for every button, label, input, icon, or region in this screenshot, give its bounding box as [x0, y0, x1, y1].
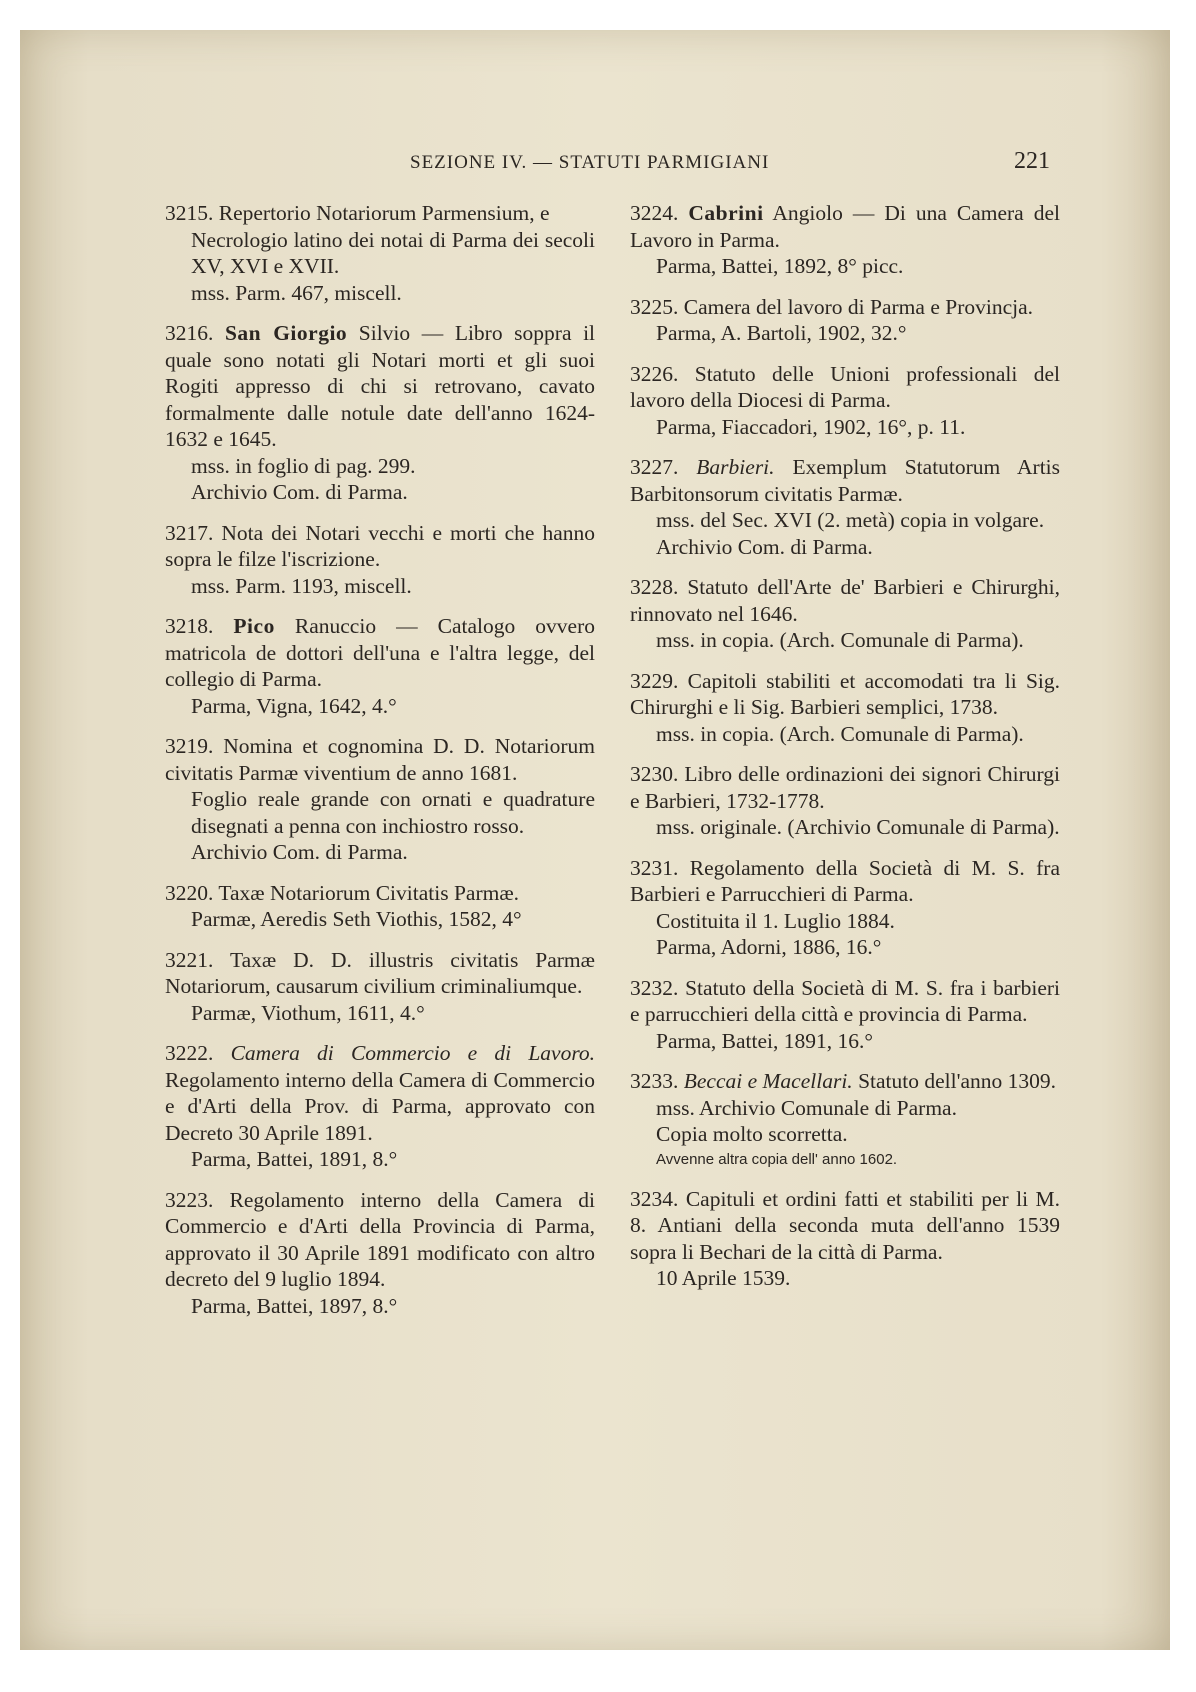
entry-imprint: Parma, Battei, 1891, 16.°	[656, 1028, 873, 1053]
entry-imprint: Parma, Adorni, 1886, 16.°	[656, 935, 882, 959]
entry-title: Statuto dell'anno 1309.	[858, 1069, 1057, 1093]
entry-date: 10 Aprile 1539.	[656, 1266, 791, 1290]
entry-imprint: Parmæ, Viothum, 1611, 4.°	[191, 1000, 425, 1025]
entry-number: 3216.	[165, 321, 214, 345]
entry-title: Camera del lavoro di Parma e Provincja.	[683, 294, 1034, 319]
page	[20, 30, 1170, 1650]
entry-3232	[630, 975, 1060, 1055]
entry-title: Statuto dell'Arte de' Barbieri e Chirurghi, rinnovato nel 1646.	[630, 575, 1061, 626]
entry-author: Cabrini	[688, 201, 764, 225]
entry-author: Beccai e Macellari.	[683, 1069, 853, 1093]
entry-title: Taxæ Notariorum Civitatis Parmæ.	[218, 880, 520, 905]
entry-number: 3226.	[630, 361, 679, 386]
entry-note: Copia molto scorretta.	[656, 1122, 848, 1146]
entry-line: Necrologio latino dei notai di Parma dei secoli XV, XVI e XVII.	[191, 227, 595, 278]
entry-number: 3230.	[630, 762, 679, 786]
entry-imprint: Parma, A. Bartoli, 1902, 32.°	[656, 321, 907, 345]
entry-title: Ranuccio — Catalogo ovvero matricola de dottori dell'una e l'altra legge, del collegio di Parma.	[165, 614, 596, 691]
entry-3222	[165, 1040, 595, 1173]
right-column	[630, 200, 1060, 1306]
entry-note: mss. in copia. (Arch. Comunale di Parma).	[656, 628, 1024, 652]
entry-imprint: Parma, Battei, 1897, 8.°	[191, 1293, 398, 1318]
entry-author: Barbieri.	[696, 455, 775, 479]
entry-title: Exemplum Statutorum Artis Barbitonsorum civitatis Parmæ.	[630, 455, 1061, 506]
entry-3230	[630, 761, 1060, 841]
entry-imprint: Parma, Vigna, 1642, 4.°	[191, 693, 397, 718]
entry-3229	[630, 668, 1060, 748]
entry-3220	[165, 880, 595, 933]
entry-title: Taxæ D. D. illustris civitatis Parmæ Notariorum, causarum civilium criminaliumque.	[165, 947, 595, 998]
entry-number: 3219.	[165, 734, 214, 758]
entry-imprint: Parma, Battei, 1892, 8° picc.	[656, 254, 904, 278]
entry-3231	[630, 855, 1060, 961]
entry-number: 3228.	[630, 575, 679, 599]
entry-3218	[165, 613, 595, 719]
entry-number: 3227.	[630, 455, 679, 479]
entry-title: Silvio — Libro soppra il quale sono notati gli Notari morti et gli suoi Rogiti appresso di chi si retrovano, cavato formalmente dalle notule date dell'anno 1624-1632 e 1645.	[165, 321, 596, 451]
left-column	[165, 200, 595, 1333]
entry-title: Capituli et ordini fatti et stabiliti per li M. 8. Antiani della seconda muta dell'anno 1539 sopra li Bechari de la città di Parma.	[630, 1186, 1060, 1264]
entry-imprint: mss. Parm. 467, miscell.	[191, 280, 402, 305]
entry-author: Pico	[233, 614, 275, 638]
entry-imprint: Parma, Battei, 1891, 8.°	[191, 1147, 398, 1171]
entry-3215	[165, 200, 595, 306]
entry-3225	[630, 294, 1060, 347]
entry-title: Regolamento della Società di M. S. fra Barbieri e Parrucchieri di Parma.	[630, 855, 1060, 906]
entry-number: 3222.	[165, 1041, 214, 1065]
entry-author: San Giorgio	[224, 321, 348, 345]
entry-number: 3218.	[165, 614, 214, 638]
header	[410, 148, 1050, 178]
entry-title: Statuto della Società di M. S. fra i barbieri e parrucchieri della città e provincia di Parma.	[630, 975, 1060, 1026]
entry-title: Nota dei Notari vecchi e morti che hanno sopra le filze l'iscrizione.	[165, 520, 596, 571]
entry-number: 3233.	[630, 1069, 679, 1093]
entry-3226	[630, 361, 1060, 441]
entry-imprint: mss. Parm. 1193, miscell.	[191, 573, 412, 598]
entry-title: Capitoli stabiliti et accomodati tra li Sig. Chirurghi e li Sig. Barbieri semplici, 1738.	[630, 668, 1061, 719]
entry-3221	[165, 947, 595, 1027]
entry-location: Archivio Com. di Parma.	[656, 534, 873, 559]
page-number: 221	[1014, 148, 1050, 174]
entry-number: 3229.	[630, 668, 679, 693]
entry-3223	[165, 1187, 595, 1320]
entry-note: mss. del Sec. XVI (2. metà) copia in volgare.	[656, 508, 1045, 532]
entry-number: 3221.	[165, 947, 214, 972]
entry-title: Nomina et cognomina D. D. Notariorum civitatis Parmæ viventium de anno 1681.	[165, 734, 595, 785]
entry-3234	[630, 1186, 1060, 1292]
entry-location: Archivio Com. di Parma.	[191, 840, 408, 864]
entry-title: Angiolo — Di una Camera del Lavoro in Parma.	[630, 201, 1060, 252]
entry-note: mss. in copia. (Arch. Comunale di Parma).	[656, 721, 1024, 746]
entry-3228	[630, 574, 1060, 654]
entry-title: Repertorio Notariorum Parmensium, e	[218, 201, 550, 225]
entry-number: 3223.	[165, 1187, 214, 1212]
entry-location: Archivio Com. di Parma.	[191, 480, 408, 504]
entry-title: Statuto delle Unioni professionali del lavoro della Diocesi di Parma.	[630, 361, 1060, 412]
entry-number: 3224.	[630, 201, 679, 225]
entry-title: Regolamento interno della Camera di Commercio e d'Arti della Prov. di Parma, approvato con Decreto 30 Aprile 1891.	[165, 1067, 595, 1145]
entry-3224	[630, 200, 1060, 280]
entry-title: Libro delle ordinazioni dei signori Chirurgi e Barbieri, 1732-1778.	[630, 762, 1061, 813]
entry-number: 3225.	[630, 294, 679, 319]
entry-imprint: mss. in foglio di pag. 299.	[191, 453, 416, 478]
entry-number: 3234.	[630, 1186, 679, 1211]
entry-imprint: Parmæ, Aeredis Seth Viothis, 1582, 4°	[191, 907, 522, 931]
entry-3217	[165, 520, 595, 600]
entry-location: mss. Archivio Comunale di Parma.	[656, 1095, 957, 1120]
entry-note: Foglio reale grande con ornati e quadrature disegnati a penna con inchiostro rosso.	[191, 787, 595, 838]
entry-imprint: Parma, Fiaccadori, 1902, 16°, p. 11.	[656, 414, 966, 439]
entry-number: 3231.	[630, 855, 679, 880]
entry-note: mss. originale. (Archivio Comunale di Parma).	[656, 815, 1060, 839]
entry-3227	[630, 454, 1060, 560]
entry-3216	[165, 320, 595, 506]
entry-note: Costituita il 1. Luglio 1884.	[656, 908, 895, 933]
entry-3219	[165, 733, 595, 866]
entry-footnote: Avvenne altra copia dell' anno 1602.	[656, 1150, 898, 1168]
running-head: SEZIONE IV. — STATUTI PARMIGIANI	[410, 152, 770, 173]
entry-3233	[630, 1068, 1060, 1172]
entry-number: 3217.	[165, 520, 214, 545]
entry-author: Camera di Commercio e di Lavoro.	[230, 1041, 596, 1065]
entry-title: Regolamento interno della Camera di Commercio e d'Arti della Provincia di Parma, approvato il 30 Aprile 1891 modificato con altro decreto del 9 luglio 1894.	[165, 1187, 596, 1291]
entry-number: 3232.	[630, 975, 679, 1000]
entry-number: 3215.	[165, 201, 214, 225]
entry-number: 3220.	[165, 880, 214, 905]
